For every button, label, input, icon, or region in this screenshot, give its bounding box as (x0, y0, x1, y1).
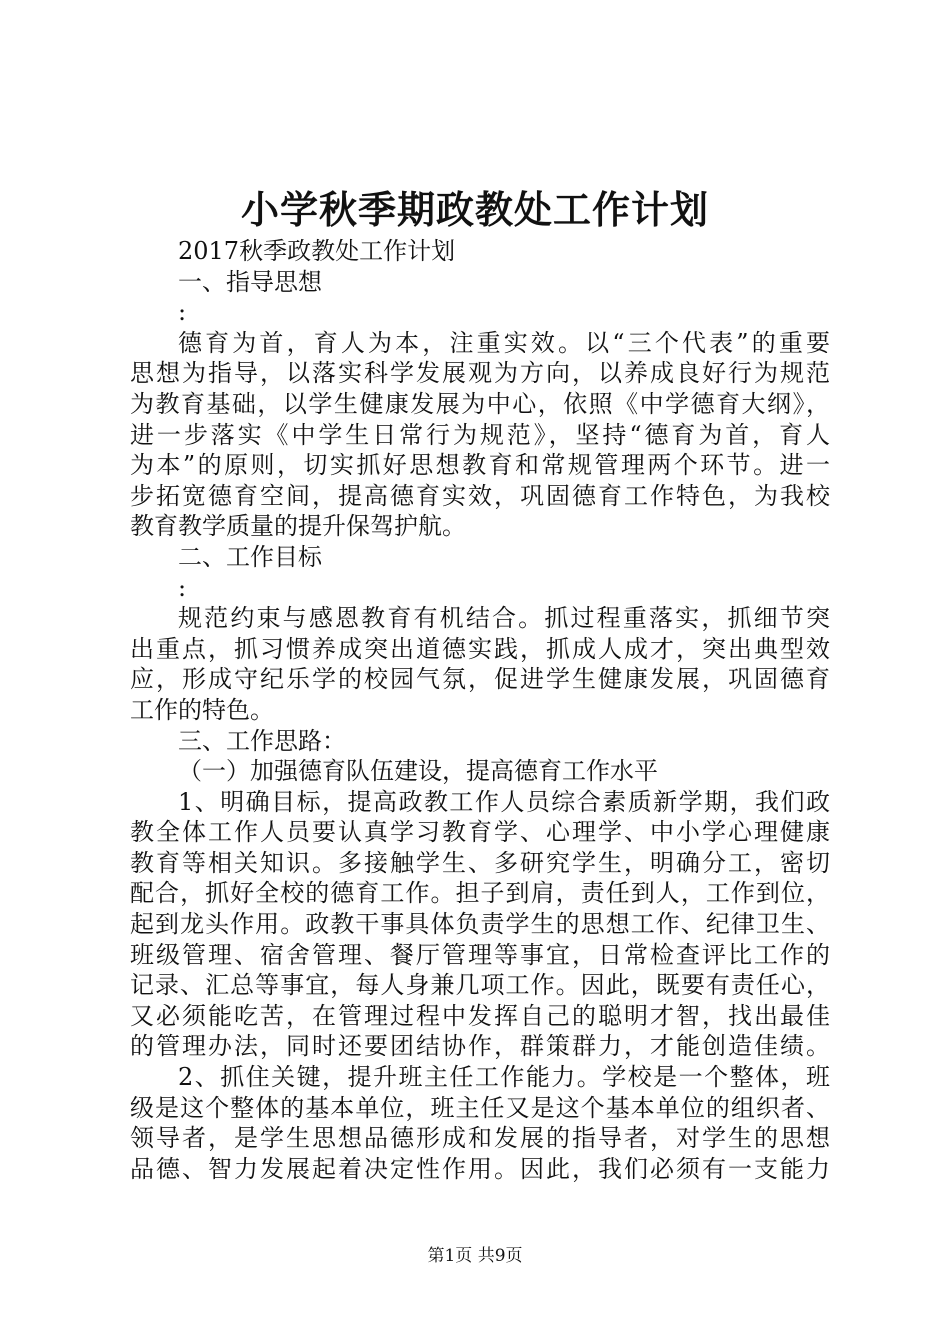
subsection-heading: （一）加强德育队伍建设，提高德育工作水平 (178, 757, 658, 786)
paragraph-line: 进一步落实《中学生日常行为规范》，坚持“德育为首，育人 (130, 420, 830, 449)
paragraph-line: 工作的特色。 (130, 695, 274, 724)
paragraph-line: 为本”的原则，切实抓好思想教育和常规管理两个环节。进一 (130, 451, 830, 480)
doc-subtitle: 2017秋季政教处工作计划 (178, 237, 456, 265)
paragraph-line: 出重点，抓习惯养成突出道德实践，抓成人成才，突出典型效 (130, 634, 830, 663)
paragraph-line: 1、明确目标，提高政教工作人员综合素质新学期，我们政 (178, 787, 830, 816)
paragraph-line: 又必须能吃苦，在管理过程中发挥自己的聪明才智，找出最佳 (130, 1001, 830, 1030)
paragraph-line: 教育教学质量的提升保驾护航。 (130, 512, 466, 541)
page-footer: 第1页 共9页 (427, 1246, 523, 1266)
paragraph-line: 步拓宽德育空间，提高德育实效，巩固德育工作特色，为我校 (130, 481, 830, 510)
paragraph-line: 2、抓住关键，提升班主任工作能力。学校是一个整体，班 (178, 1063, 830, 1092)
section-heading: 一、指导思想 (178, 267, 322, 296)
paragraph-line: 教全体工作人员要认真学习教育学、心理学、中小学心理健康 (130, 818, 830, 847)
paragraph-line: 记录、汇总等事宜，每人身兼几项工作。因此，既要有责任心， (130, 971, 830, 1000)
paragraph-line: 教育等相关知识。多接触学生、多研究学生，明确分工，密切 (130, 848, 830, 877)
section-heading: 二、工作目标 (178, 542, 322, 571)
paragraph-line: 品德、智力发展起着决定性作用。因此，我们必须有一支能力 (130, 1154, 830, 1183)
paragraph-line: 起到龙头作用。政教干事具体负责学生的思想工作、纪律卫生、 (130, 910, 830, 939)
paragraph-line: 班级管理、宿舍管理、餐厅管理等事宜，日常检查评比工作的 (130, 940, 830, 969)
paragraph-line: 级是这个整体的基本单位，班主任又是这个基本单位的组织者、 (130, 1093, 830, 1122)
paragraph-line: 的管理办法，同时还要团结协作，群策群力，才能创造佳绩。 (130, 1032, 830, 1061)
paragraph-line: 为教育基础，以学生健康发展为中心，依照《中学德育大纲》， (130, 389, 830, 418)
paragraph-line: 配合，抓好全校的德育工作。担子到肩，责任到人，工作到位， (130, 879, 830, 908)
document-body (130, 236, 830, 1184)
section-heading: 三、工作思路： (178, 726, 346, 755)
paragraph-line: 领导者，是学生思想品德形成和发展的指导者，对学生的思想 (130, 1124, 830, 1153)
text-line: : (178, 573, 187, 602)
paragraph-line: 德育为首，育人为本，注重实效。以“三个代表”的重要 (178, 328, 830, 357)
document-title: 小学秋季期政教处工作计划 (240, 187, 709, 232)
paragraph-line: 思想为指导，以落实科学发展观为方向，以养成良好行为规范 (130, 359, 830, 388)
paragraph-line: 应，形成守纪乐学的校园气氛，促进学生健康发展，巩固德育 (130, 665, 830, 694)
text-line: : (178, 298, 187, 327)
paragraph-line: 规范约束与感恩教育有机结合。抓过程重落实，抓细节突 (178, 604, 830, 633)
